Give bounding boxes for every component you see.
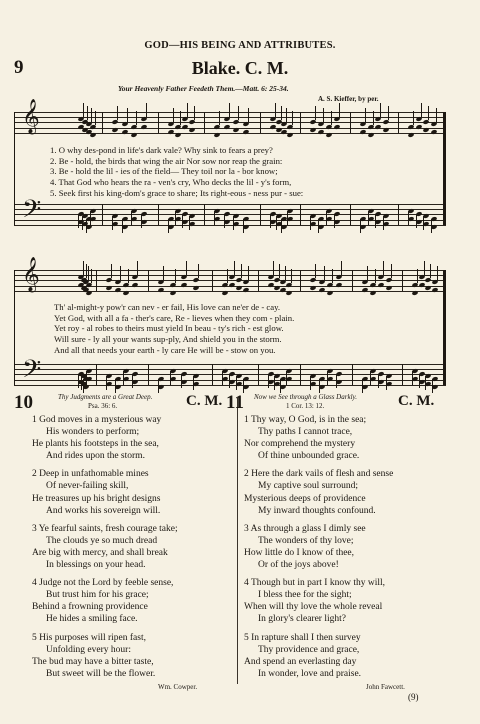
note-head [309,381,316,387]
lyric-line: 2. Be - hold, the birds that wing the air Nor sow nor reap the grain: [50,155,283,166]
verse-line: And rides upon the storm. [46,451,145,462]
lyric-line: 1. O why des-pond in life's dark vale? Why sink to fears a prey? [50,145,273,155]
note-head [174,216,181,222]
note-stem [175,269,176,283]
bar-line [402,270,403,291]
bar-line [212,270,213,291]
staff-line [14,209,446,210]
verse-line: His wonders to perform; [46,427,140,438]
note-head [169,290,176,296]
lyrics-system-1 [50,145,303,199]
verse-line: Are big with mercy, and shall break [32,547,168,558]
note-head [385,285,392,291]
note-head [85,224,92,230]
hymn-10-title: Thy Judgments are a Great Deep. [58,393,153,401]
note-head [422,127,429,133]
note-stem [373,111,374,125]
note-head [369,290,376,296]
bar-line [398,112,399,133]
verse-line: My captive soul surround; [258,481,359,492]
note-stem [275,103,276,117]
note-head [157,287,164,293]
note-stem [173,108,174,122]
note-head [221,376,228,382]
note-head [377,379,384,385]
note-stem [187,103,188,117]
lyric-line: 3. Be - hold the lil - ies of the field— They toil nor la - bor know; [50,166,278,177]
lyrics-system-2 [54,302,294,356]
note-head [188,127,195,133]
note-stem [248,266,249,280]
note-head [317,129,324,135]
note-stem [128,269,129,283]
note-stem [111,264,112,278]
staff-line [14,364,446,365]
lyric-line: Will sure - ly all your wants sup-ply, And shield you in the storm. [54,334,282,345]
note-stem [391,264,392,278]
note-head [85,290,92,296]
lyric-line: And all that needs your earth - ly care He will be - stow on you. [54,344,276,355]
verse-line: But sweet will be the flower. [46,668,156,679]
note-stem [219,111,220,125]
verse-line: 3 Ye fearful saints, fresh courage take; [32,523,178,534]
bar-line [204,204,205,225]
column-divider [237,398,238,684]
bar-line [102,112,103,133]
bar-line [350,112,351,133]
note-stem [286,108,287,122]
hymn-11-text [244,414,393,686]
note-head [359,224,366,230]
verse-line: Of never-failing skill, [46,481,129,492]
lyric-line: Yet roy - al robes to theirs must yield In beau - ty's rich - est glow. [54,323,284,334]
verse-line: 5 His purposes will ripen fast, [32,632,146,643]
note-stem [430,264,431,278]
note-stem [248,108,249,122]
note-head [374,219,381,225]
note-stem [437,266,438,280]
staff-line [14,291,446,292]
note-head [326,290,333,296]
bar-line [352,364,353,385]
verse-line: How little do I know of thee, [244,547,355,558]
verse-line: 4 Though but in part I know thy will, [244,578,385,589]
note-head [411,290,418,296]
bar-line [300,204,301,225]
note-head [325,132,332,138]
note-head [335,282,342,288]
verse-line: And works his sovereign will. [46,505,161,516]
verse-line: 4 Judge not the Lord by feeble sense, [32,578,174,589]
note-stem [413,111,414,125]
bass-clef-icon: 𝄢 [22,355,42,390]
verse-line: In blessings on your head. [46,560,146,571]
note-stem [198,264,199,278]
note-head [85,376,92,382]
note-stem [365,108,366,122]
bar-line [96,364,97,385]
verse-line: 2 Here the dark vails of flesh and sense [244,469,394,480]
note-stem [285,266,286,280]
hymn-subtitle: Your Heavenly Father Feedeth Them.—Matt. 6: 25-34. [118,84,289,93]
bar-line [148,270,149,291]
note-head [157,384,164,390]
note-stem [324,266,325,280]
note-head [242,384,249,390]
note-stem [88,266,89,280]
note-head [422,221,429,227]
note-head [286,132,293,138]
hymn-11-reference: 1 Cor. 13: 12. [286,402,325,410]
treble-clef-icon: 𝄞 [22,99,40,134]
note-head [431,287,438,293]
note-stem [83,261,84,275]
bar-line [402,364,403,385]
verse-line: He treasures up his bright designs [32,493,161,504]
note-head [242,287,249,293]
bar-line [300,270,301,291]
final-bar-line [443,112,446,225]
note-head [213,216,220,222]
note-stem [428,106,429,120]
bar-line [350,204,351,225]
note-head [424,381,431,387]
note-head [309,221,316,227]
stanza [244,468,393,516]
note-head [228,282,235,288]
note-stem [186,261,187,275]
note-stem [137,261,138,275]
hymn-11-number: 11 [226,392,244,413]
note-head [169,376,176,382]
system-bracket [14,270,15,385]
note-head [122,290,129,296]
hymn-11-meter: C. M. [398,393,435,409]
note-head [130,216,137,222]
note-head [221,290,228,296]
lyric-line: Th' al-might-y pow'r can nev - er fail, His love can ne'er de - cay. [54,302,281,312]
note-head [167,224,174,230]
lyric-line: 4. That God who hears the ra - ven's cry, Who decks the lil - y's form, [50,177,292,188]
note-head [431,384,438,390]
note-head [385,381,392,387]
note-head [407,132,414,138]
note-stem [87,106,88,120]
note-head [140,124,147,130]
note-head [367,216,374,222]
hymn-10-text [32,414,178,686]
verse-line: The clouds ye so much dread [46,535,158,546]
note-stem [279,264,280,278]
note-head [374,124,381,130]
note-head [333,124,340,130]
note-stem [421,103,422,117]
note-head [181,124,188,130]
note-head [121,224,128,230]
stanza [32,632,178,680]
stanza [244,523,393,571]
note-head [318,384,325,390]
verse-line: The wonders of thy love; [258,535,354,546]
note-head [235,381,242,387]
verse-line: 1 God moves in a mysterious way [32,415,162,425]
note-head [121,129,128,135]
bar-line [300,112,301,133]
staff-line [14,369,446,370]
note-stem [281,106,282,120]
note-stem [341,261,342,275]
note-head [325,216,332,222]
verse-line: Nor comprehend the mystery [244,439,356,450]
note-stem [332,269,333,283]
verse-line: Behind a frowning providence [32,602,148,613]
verse-line: He plants his footsteps in the sea, [32,439,159,450]
bar-line [258,270,259,291]
note-head [377,282,384,288]
note-head [333,219,340,225]
note-head [367,132,374,138]
bar-line [96,270,97,291]
note-head [114,384,121,390]
hymn-10-meter: C. M. [186,393,223,409]
verse-line: My inward thoughts confound. [258,505,376,516]
note-head [232,127,239,133]
note-head [361,287,368,293]
note-stem [136,111,137,125]
bar-line [204,112,205,133]
note-stem [229,103,230,117]
note-head [242,129,249,135]
note-head [188,221,195,227]
note-stem [86,264,87,278]
bar-line [158,204,159,225]
note-stem [315,264,316,278]
note-stem [417,269,418,283]
note-head [309,127,316,133]
note-stem [380,103,381,117]
note-head [235,285,242,291]
note-stem [95,111,96,125]
note-head [326,376,333,382]
verse-line: Unfolding every hour: [46,644,131,655]
note-stem [120,266,121,280]
bar-line [158,112,159,133]
note-head [317,224,324,230]
note-stem [238,106,239,120]
note-head [174,132,181,138]
verse-line: And spend an everlasting day [244,656,357,667]
note-head [130,132,137,138]
note-stem [388,106,389,120]
bar-line [260,112,261,133]
bar-line [258,364,259,385]
note-head [407,216,414,222]
note-stem [91,108,92,122]
note-stem [323,108,324,122]
tune-title: Blake. C. M. [191,58,289,78]
hymn-11-author: John Fawcett. [366,683,405,691]
note-head [213,132,220,138]
verse-line: Thy paths I cannot trace, [258,427,353,438]
note-head [89,216,96,222]
staff-line [14,204,446,205]
note-stem [241,264,242,278]
staff-line [14,280,446,281]
staff-line [14,133,446,134]
note-stem [315,106,316,120]
note-stem [339,103,340,117]
verse-line: Mysterious deeps of providence [244,493,366,504]
note-head [361,384,368,390]
bar-line [398,204,399,225]
system-bracket [14,112,15,225]
note-stem [163,266,164,280]
verse-line: The bud may have a bitter taste, [32,656,154,667]
verse-line: Of thine unbounded grace. [258,451,360,462]
stanza [32,468,178,516]
bar-line [212,364,213,385]
note-stem [436,108,437,122]
bar-line [148,364,149,385]
note-stem [292,111,293,125]
note-head [105,381,112,387]
note-stem [146,103,147,117]
note-head [180,282,187,288]
note-head [228,379,235,385]
note-stem [194,106,195,120]
verse-line: 5 In rapture shall I then survey [244,632,361,643]
staff-line [14,112,446,113]
note-head [111,221,118,227]
stanza [32,577,178,625]
note-stem [291,269,292,283]
stanza [244,577,393,625]
note-head [131,282,138,288]
note-stem [91,269,92,283]
note-head [285,290,292,296]
verse-line: I bless thee for the sight; [258,590,352,601]
note-head [167,129,174,135]
note-stem [367,266,368,280]
note-head [105,285,112,291]
composer-credit: A. S. Kieffer, by per. [318,95,379,103]
staff-line [14,122,446,123]
note-head [411,376,418,382]
verse-line: 2 Deep in unfathomable mines [32,469,149,480]
verse-line: When will thy love the whole reveal [244,602,383,613]
note-head [286,216,293,222]
treble-clef-icon: 𝄞 [22,257,40,292]
note-head [122,376,129,382]
lyric-line: 5. Seek first his king-dom's grace to share; Its right-eous - ness pur - sue: [50,187,304,198]
staff-line [14,270,446,271]
note-stem [331,111,332,125]
verse-line: He hides a smiling face. [46,614,138,625]
bar-line [260,204,261,225]
note-stem [273,261,274,275]
note-head [424,285,431,291]
final-bar-line [443,270,446,385]
hymn-10-reference: Psa. 36: 6. [88,402,118,410]
stanza [244,632,393,680]
note-head [369,376,376,382]
verse-line: 1 Thy way, O God, is in the sea; [244,415,367,425]
note-head [430,129,437,135]
verse-line: But trust him for his grace; [46,590,149,601]
note-head [309,285,316,291]
note-stem [234,261,235,275]
note-stem [383,261,384,275]
stanza [32,523,178,571]
note-stem [375,269,376,283]
stanza [32,414,178,462]
verse-line: Or of the joys above! [258,560,339,571]
note-head [430,224,437,230]
note-head [359,129,366,135]
verse-line: In glory's clearer light? [258,614,346,625]
note-head [415,124,422,130]
note-head [181,219,188,225]
note-head [180,379,187,385]
note-stem [83,103,84,117]
note-stem [180,111,181,125]
bar-line [352,270,353,291]
bar-line [102,204,103,225]
hymn-10-number: 10 [14,392,33,413]
hymn-number: 9 [14,57,24,78]
stanza [244,414,393,462]
verse-line: In wonder, love and praise. [258,668,362,679]
lyric-line: Yet God, with all a fa - ther's care, Re - lieves when they com - plain. [54,312,295,323]
note-stem [117,106,118,120]
note-head [223,124,230,130]
note-head [285,376,292,382]
note-head [242,224,249,230]
note-head [89,132,96,138]
bass-clef-icon: 𝄢 [22,195,42,230]
note-head [232,221,239,227]
page-number: (9) [408,692,419,702]
note-stem [227,269,228,283]
hymn-11-title: Now we See through a Glass Darkly. [254,393,357,401]
note-stem [424,261,425,275]
bar-line [300,364,301,385]
note-head [114,287,121,293]
verse-line: 3 As through a glass I dimly see [244,523,366,534]
running-head: GOD—HIS BEING AND ATTRIBUTES. [144,40,336,51]
verse-line: Thy providence and grace, [258,644,360,655]
hymn-10-author: Wm. Cowper. [158,683,198,691]
note-head [318,287,325,293]
note-head [111,127,118,133]
note-stem [127,108,128,122]
